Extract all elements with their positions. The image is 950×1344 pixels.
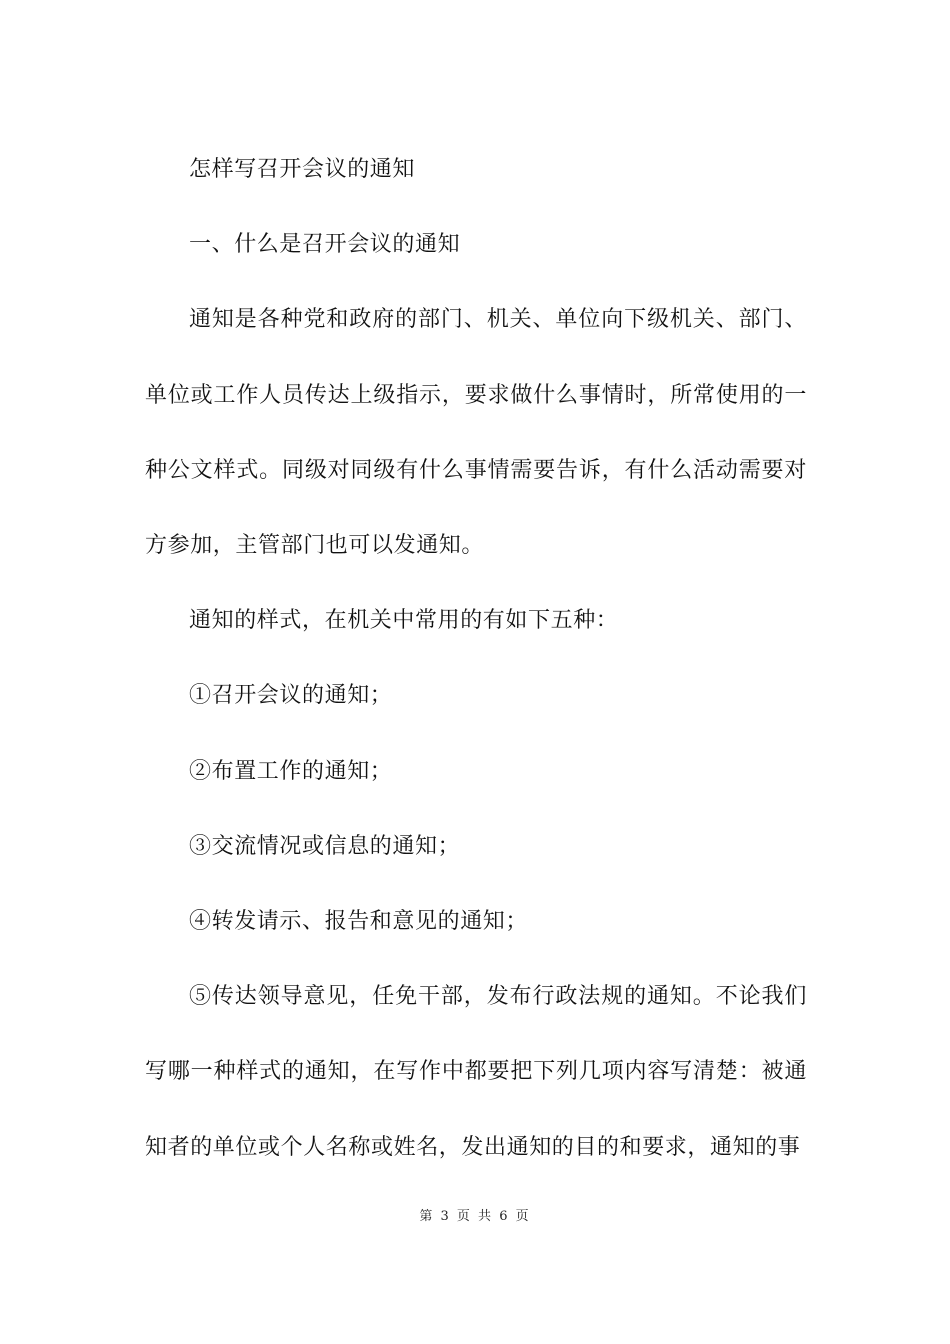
page-number-label: 第 3 页 共 6 页 [419, 1209, 531, 1224]
paragraph-styles-intro: 通知的样式，在机关中常用的有如下五种： [189, 608, 619, 634]
list-item-5: ⑤传达领导意见，任免干部，发布行政法规的通知。不论我们写哪一种样式的通知，在写作中都要把下列几项内容写清楚：被通知者的单位或个人名称或姓名，发出通知的目的和要求，通知的事 [145, 984, 807, 1160]
section-heading: 一、什么是召开会议的通知 [189, 232, 461, 258]
list-item-2: ②布置工作的通知； [189, 758, 393, 784]
list-item-1: ①召开会议的通知； [189, 683, 393, 709]
document-title: 怎样写召开会议的通知 [189, 157, 416, 182]
list-item-4: ④转发请示、报告和意见的通知； [189, 909, 529, 935]
paragraph-definition: 通知是各种党和政府的部门、机关、单位向下级机关、部门、单位或工作人员传达上级指示，要求做什么事情时，所常使用的一种公文样式。同级对同级有什么事情需要告诉，有什么活动需要对方参加，主管部门也可以发通知。 [145, 307, 807, 559]
list-item-3: ③交流情况或信息的通知； [189, 833, 461, 859]
document-body [145, 132, 807, 1185]
page-footer [0, 1208, 950, 1226]
